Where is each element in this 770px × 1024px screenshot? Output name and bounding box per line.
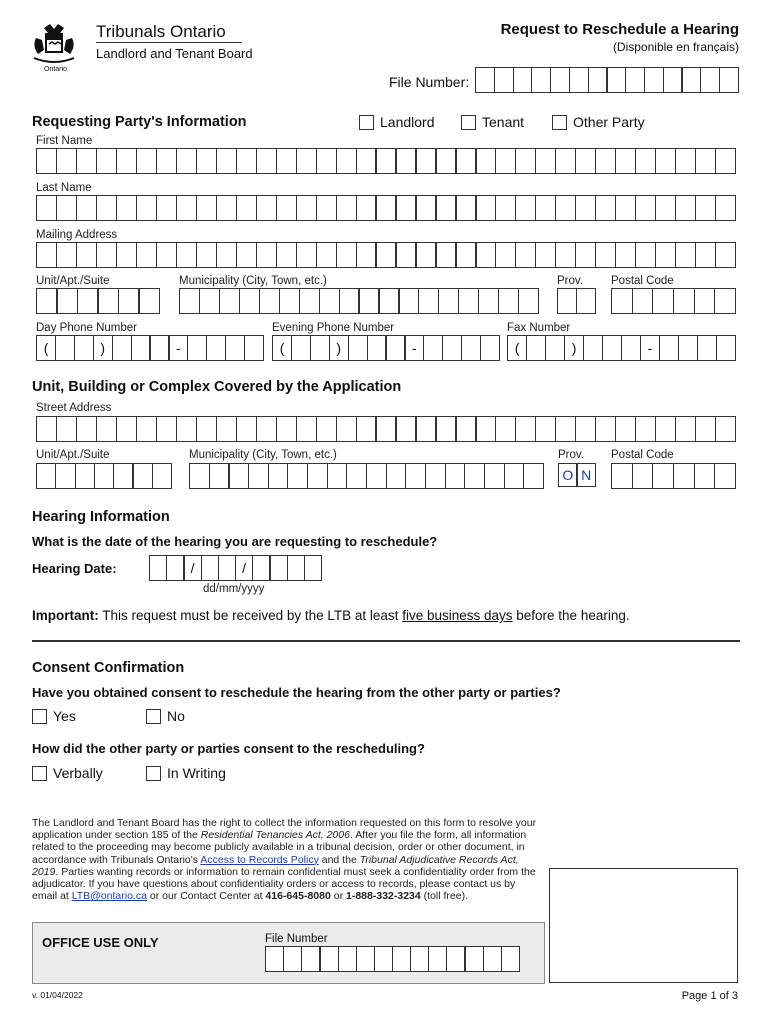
consent-question-1: Have you obtained consent to reschedule the hearing from the other party or parties? [32, 685, 561, 700]
landlord-checkbox[interactable] [359, 115, 374, 130]
covered-postal-label: Postal Code [611, 449, 674, 461]
tenant-checkbox[interactable] [461, 115, 476, 130]
first-name-label: First Name [36, 135, 93, 147]
important-label: Important: [32, 608, 99, 623]
covered-postal-input[interactable] [611, 463, 736, 489]
verbally-label: Verbally [53, 765, 103, 781]
office-use-panel [32, 922, 545, 984]
verbally-checkbox[interactable] [32, 766, 47, 781]
access-to-records-link[interactable]: Access to Records Policy [200, 853, 319, 866]
prov-label: Prov. [557, 275, 583, 287]
last-name-label: Last Name [36, 182, 92, 194]
other-party-checkbox[interactable] [552, 115, 567, 130]
consent-no-checkbox[interactable] [146, 709, 161, 724]
logo-caption: Ontario [44, 66, 67, 73]
consent-yes-label: Yes [53, 708, 76, 724]
important-text-2: before the hearing. [516, 608, 630, 623]
ltb-email-link[interactable]: LTB@ontario.ca [71, 890, 147, 903]
covered-unit-input[interactable] [36, 463, 172, 489]
landlord-option[interactable] [359, 114, 435, 130]
language-note: (Disponible en français) [612, 40, 739, 54]
consent-question-2: How did the other party or parties consent to the rescheduling? [32, 741, 425, 756]
in-writing-label: In Writing [167, 765, 226, 781]
in-writing-option[interactable] [146, 765, 226, 781]
street-address-label: Street Address [36, 402, 112, 414]
unit-input[interactable] [36, 288, 160, 314]
other-party-option[interactable] [552, 114, 645, 130]
last-name-input[interactable] [36, 195, 736, 221]
tenant-label: Tenant [482, 114, 525, 130]
mailing-address-input[interactable] [36, 242, 736, 268]
office-use-title: OFFICE USE ONLY [42, 935, 159, 950]
covered-prov-label: Prov. [558, 449, 584, 461]
ontario-logo [30, 20, 78, 73]
phone-local: 416-645-8080 [265, 890, 331, 903]
prov-input[interactable] [557, 288, 596, 314]
covered-prov-input[interactable]: O N [558, 463, 596, 487]
unit-label: Unit/Apt./Suite [36, 275, 110, 287]
version-label: v. 01/04/2022 [32, 990, 83, 1000]
fax-label: Fax Number [507, 322, 571, 334]
postal-code-input[interactable] [611, 288, 736, 314]
stamp-box [549, 868, 738, 983]
page-number: Page 1 of 3 [681, 990, 738, 1002]
day-phone-input[interactable]: ( ) - [36, 335, 264, 361]
privacy-notice: The Landlord and Tenant Board has the right to collect the information requested on this form to resolve your application under section 185 of the Residential Tenancies Act, 2006. After you file the form, all information related to the proceeding may become publicly available in a tribunal decision, order or other document, in accordance with Tribunals Ontario's Access to Records Policy and the Tribunal Adjudicative Records Act, 2019. Parties wanting records or information to remain confidential must seek a confidentiality order from the adjudicator. If you have questions about confidentiality orders or access to records, please contact us by email at LTB@ontario.ca or our Contact Center at 416-645-8080 or 1-888-332-3234 (toll free). [32, 817, 537, 903]
section-divider [32, 640, 740, 642]
hearing-question: What is the date of the hearing you are requesting to reschedule? [32, 534, 438, 549]
hearing-date-input[interactable]: / / [149, 555, 322, 581]
unit-covered-title: Unit, Building or Complex Covered by the Application [32, 379, 402, 395]
requesting-party-title: Requesting Party's Information [32, 114, 247, 130]
fax-input[interactable]: ( ) - [507, 335, 736, 361]
postal-code-label: Postal Code [611, 275, 674, 287]
street-address-input[interactable] [36, 416, 736, 442]
consent-no-label: No [167, 708, 185, 724]
evening-phone-input[interactable]: ( ) - [272, 335, 500, 361]
ontario-coat-of-arms-icon [30, 20, 78, 66]
phone-toll-free: 1-888-332-3234 [346, 890, 421, 903]
file-number-input[interactable] [475, 67, 739, 93]
consent-yes-checkbox[interactable] [32, 709, 47, 724]
covered-municipality-input[interactable] [189, 463, 544, 489]
landlord-label: Landlord [380, 114, 435, 130]
org-name: Tribunals Ontario [96, 22, 226, 41]
first-name-input[interactable] [36, 148, 736, 174]
other-party-label: Other Party [573, 114, 645, 130]
important-note [32, 608, 630, 623]
consent-title: Consent Confirmation [32, 660, 185, 676]
header-divider [96, 42, 242, 43]
tara-act: Tribunal Adjudicative Records Act, 2019 [32, 853, 519, 878]
rta-act: Residential Tenancies Act, 2006 [200, 829, 350, 842]
important-text-1: This request must be received by the LTB at least [102, 608, 399, 623]
file-number-label: File Number: [389, 74, 470, 90]
in-writing-checkbox[interactable] [146, 766, 161, 781]
evening-phone-label: Evening Phone Number [272, 322, 395, 334]
verbally-option[interactable] [32, 765, 103, 781]
office-file-number-label: File Number [265, 933, 328, 945]
covered-municipality-label: Municipality (City, Town, etc.) [189, 449, 337, 461]
municipality-label: Municipality (City, Town, etc.) [179, 275, 327, 287]
covered-unit-label: Unit/Apt./Suite [36, 449, 110, 461]
form-title: Request to Reschedule a Hearing [500, 21, 739, 38]
office-file-number-input[interactable] [265, 946, 520, 972]
mailing-address-label: Mailing Address [36, 229, 118, 241]
important-underlined: five business days [402, 608, 513, 623]
date-format-hint: dd/mm/yyyy [203, 583, 265, 595]
municipality-input[interactable] [179, 288, 539, 314]
day-phone-label: Day Phone Number [36, 322, 137, 334]
tenant-option[interactable] [461, 114, 524, 130]
hearing-date-label: Hearing Date: [32, 561, 117, 576]
consent-yes-option[interactable] [32, 708, 76, 724]
board-name: Landlord and Tenant Board [96, 46, 253, 61]
consent-no-option[interactable] [146, 708, 185, 724]
hearing-title: Hearing Information [32, 509, 170, 525]
